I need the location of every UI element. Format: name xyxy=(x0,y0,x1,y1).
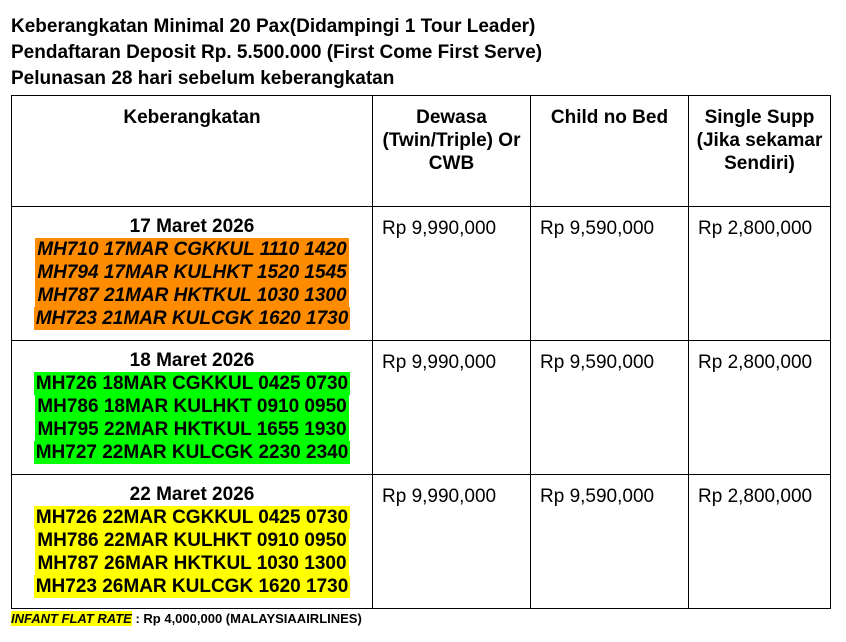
child-price: Rp 9,590,000 xyxy=(540,486,655,507)
table-row xyxy=(12,475,831,609)
child-price: Rp 9,590,000 xyxy=(540,218,655,239)
single-supplement-price: Rp 2,800,000 xyxy=(698,486,813,507)
single-price-cell xyxy=(689,475,831,609)
flight-segment: MH794 17MAR KULHKT 1520 1545 xyxy=(37,262,347,283)
infant-rate-label: INFANT FLAT RATE xyxy=(11,611,132,626)
departure-date: 18 Maret 2026 xyxy=(129,350,255,371)
flight-segment: MH723 26MAR KULCGK 1620 1730 xyxy=(35,576,349,597)
adult-price: Rp 9,990,000 xyxy=(382,352,497,373)
flight-list xyxy=(12,506,372,598)
single-price-cell xyxy=(689,341,831,475)
flight-segment: MH795 22MAR HKTKUL 1655 1930 xyxy=(37,419,347,440)
table-row xyxy=(12,207,831,341)
child-price-cell xyxy=(531,341,689,475)
departure-cell xyxy=(12,475,373,609)
single-supplement-price: Rp 2,800,000 xyxy=(698,352,813,373)
adult-price-cell xyxy=(373,341,531,475)
child-price-cell xyxy=(531,207,689,341)
departure-cell xyxy=(12,341,373,475)
flight-segment: MH710 17MAR CGKKUL 1110 1420 xyxy=(37,239,347,260)
departure-date: 22 Maret 2026 xyxy=(129,484,255,505)
flight-segment: MH786 18MAR KULHKT 0910 0950 xyxy=(37,396,347,417)
flight-segment: MH787 21MAR HKTKUL 1030 1300 xyxy=(37,285,347,306)
flight-segment: MH726 22MAR CGKKUL 0425 0730 xyxy=(35,507,349,528)
flight-segment: MH787 26MAR HKTKUL 1030 1300 xyxy=(37,553,347,574)
child-price-cell xyxy=(531,475,689,609)
heading-line-deposit: Pendaftaran Deposit Rp. 5.500.000 (First Come First Serve) xyxy=(11,42,543,63)
departure-date: 17 Maret 2026 xyxy=(129,216,255,237)
adult-price: Rp 9,990,000 xyxy=(382,486,497,507)
header-child-no-bed: Child no Bed xyxy=(531,96,689,207)
adult-price: Rp 9,990,000 xyxy=(382,218,497,239)
header-departure: Keberangkatan xyxy=(12,96,373,207)
header-single-supplement: Single Supp (Jika sekamar Sendiri) xyxy=(689,96,831,207)
header-row xyxy=(12,96,831,207)
flight-list xyxy=(12,372,372,464)
single-price-cell xyxy=(689,207,831,341)
table-row xyxy=(12,341,831,475)
fare-table xyxy=(11,95,831,609)
infant-rate-note xyxy=(11,611,362,626)
flight-segment: MH726 18MAR CGKKUL 0425 0730 xyxy=(35,373,349,394)
heading-line-settlement: Pelunasan 28 hari sebelum keberangkatan xyxy=(11,68,395,89)
flight-list xyxy=(12,238,372,330)
adult-price-cell xyxy=(373,475,531,609)
header-adult: Dewasa (Twin/Triple) Or CWB xyxy=(373,96,531,207)
single-supplement-price: Rp 2,800,000 xyxy=(698,218,813,239)
flight-segment: MH723 21MAR KULCGK 1620 1730 xyxy=(35,308,349,329)
flight-segment: MH727 22MAR KULCGK 2230 2340 xyxy=(35,442,349,463)
departure-cell xyxy=(12,207,373,341)
flight-segment: MH786 22MAR KULHKT 0910 0950 xyxy=(37,530,347,551)
heading-block xyxy=(11,14,542,92)
heading-line-minimum-pax: Keberangkatan Minimal 20 Pax(Didampingi 1 Tour Leader) xyxy=(11,16,536,37)
child-price: Rp 9,590,000 xyxy=(540,352,655,373)
infant-rate-text: : Rp 4,000,000 (MALAYSIAAIRLINES) xyxy=(131,611,362,626)
adult-price-cell xyxy=(373,207,531,341)
